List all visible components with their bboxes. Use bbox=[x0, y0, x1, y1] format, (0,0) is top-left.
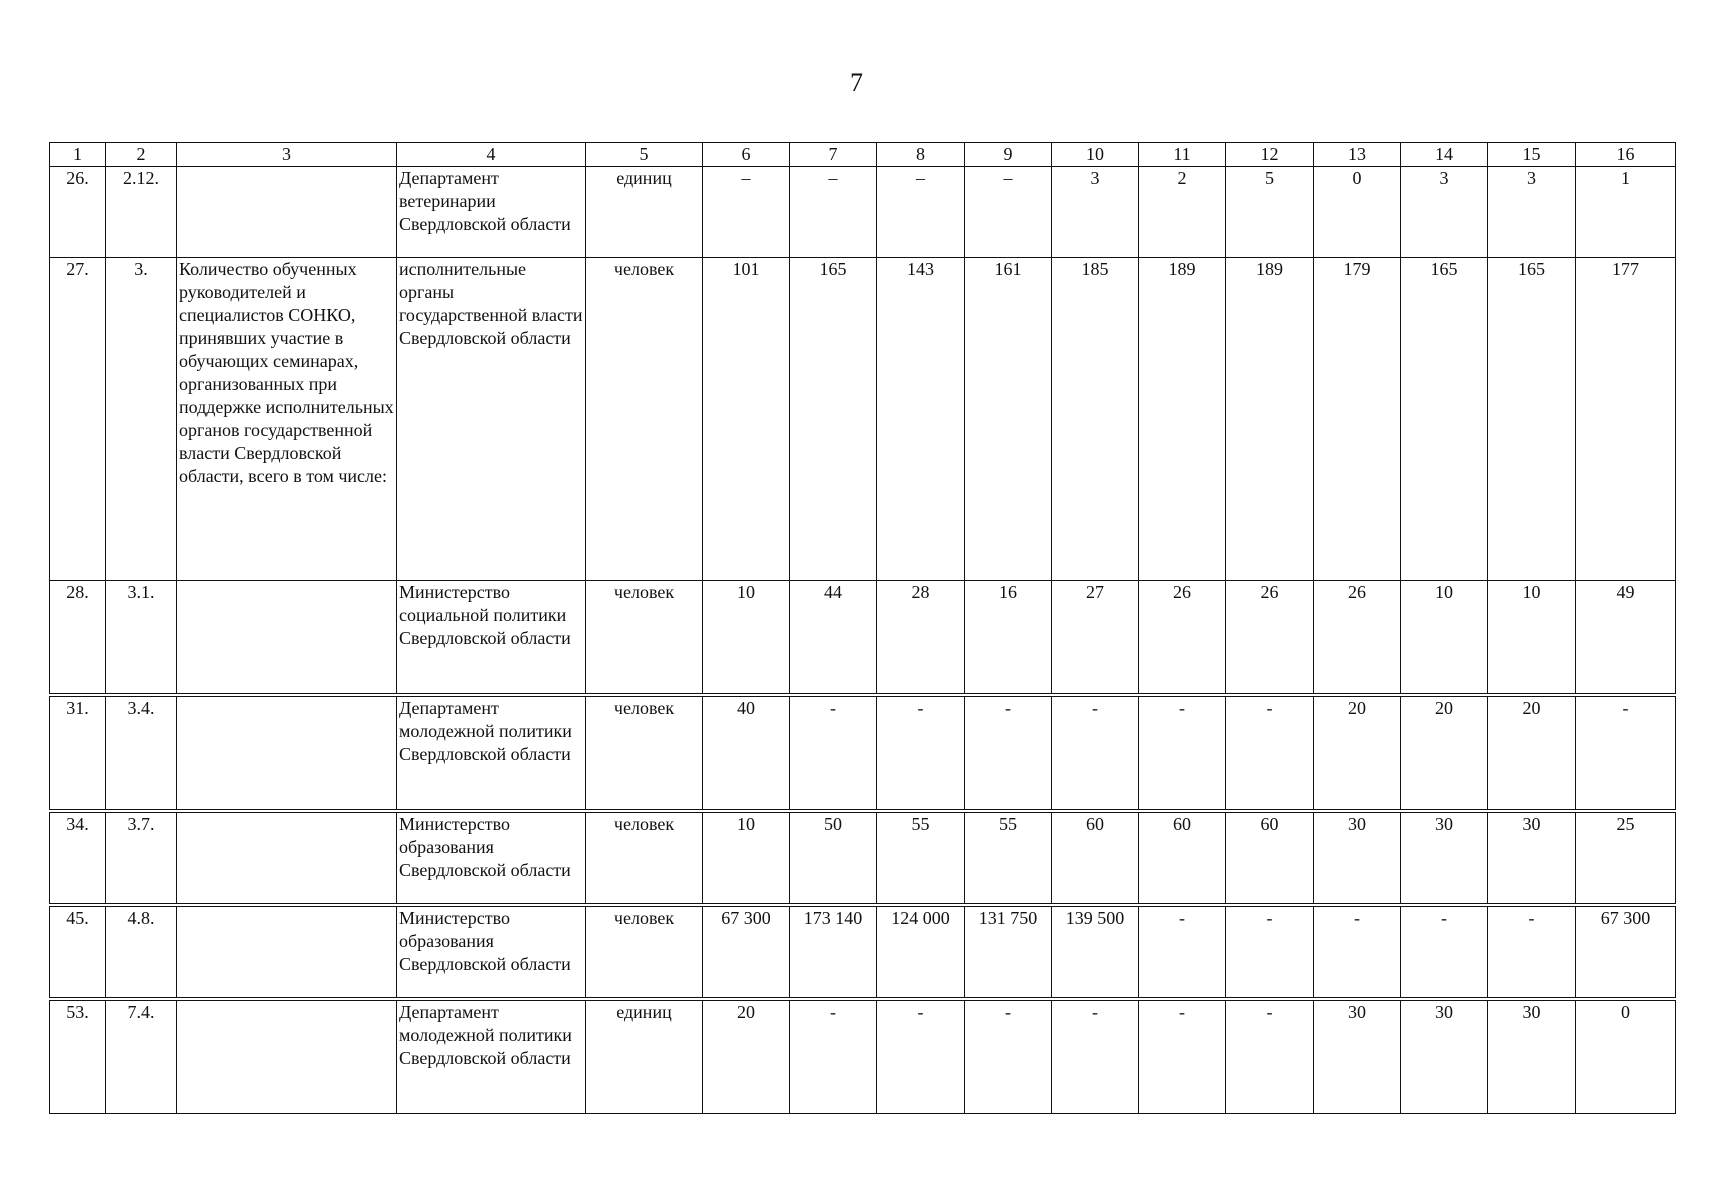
row-value: 165 bbox=[1488, 258, 1576, 581]
row-value: 60 bbox=[1226, 811, 1314, 905]
row-value: 55 bbox=[965, 811, 1052, 905]
col-header: 1 bbox=[50, 143, 106, 167]
row-value: 20 bbox=[1314, 695, 1401, 811]
row-value: – bbox=[877, 167, 965, 258]
col-header: 8 bbox=[877, 143, 965, 167]
row-number: 45. bbox=[50, 905, 106, 999]
row-unit: единиц bbox=[586, 999, 703, 1114]
row-value: 3 bbox=[1052, 167, 1139, 258]
col-header: 7 bbox=[790, 143, 877, 167]
row-body: Департамент молодежной политики Свердловской области bbox=[397, 695, 586, 811]
row-value: 10 bbox=[703, 581, 790, 696]
row-indicator bbox=[177, 581, 397, 696]
row-value: 30 bbox=[1401, 999, 1488, 1114]
col-header: 13 bbox=[1314, 143, 1401, 167]
row-value: 189 bbox=[1139, 258, 1226, 581]
row-value: 2 bbox=[1139, 167, 1226, 258]
row-value: 60 bbox=[1052, 811, 1139, 905]
row-value: 60 bbox=[1139, 811, 1226, 905]
row-value: 30 bbox=[1488, 999, 1576, 1114]
row-code: 2.12. bbox=[106, 167, 177, 258]
row-indicator bbox=[177, 811, 397, 905]
row-number: 34. bbox=[50, 811, 106, 905]
row-value: 20 bbox=[1401, 695, 1488, 811]
row-body: Министерство образования Свердловской области bbox=[397, 905, 586, 999]
row-indicator bbox=[177, 905, 397, 999]
row-value: – bbox=[703, 167, 790, 258]
row-value: 139 500 bbox=[1052, 905, 1139, 999]
row-body: Министерство образования Свердловской области bbox=[397, 811, 586, 905]
row-value: 20 bbox=[1488, 695, 1576, 811]
row-value: 55 bbox=[877, 811, 965, 905]
col-header: 12 bbox=[1226, 143, 1314, 167]
row-unit: человек bbox=[586, 811, 703, 905]
row-number: 26. bbox=[50, 167, 106, 258]
row-code: 3. bbox=[106, 258, 177, 581]
row-value: – bbox=[965, 167, 1052, 258]
row-value: - bbox=[965, 695, 1052, 811]
row-value: 10 bbox=[1401, 581, 1488, 696]
row-value: - bbox=[1401, 905, 1488, 999]
table-row bbox=[50, 167, 1676, 258]
row-value: - bbox=[1139, 905, 1226, 999]
row-value: 30 bbox=[1488, 811, 1576, 905]
table-row bbox=[50, 905, 1676, 999]
row-value: 25 bbox=[1576, 811, 1676, 905]
row-number: 53. bbox=[50, 999, 106, 1114]
col-header: 5 bbox=[586, 143, 703, 167]
row-value: - bbox=[1488, 905, 1576, 999]
row-unit: человек bbox=[586, 695, 703, 811]
col-header: 11 bbox=[1139, 143, 1226, 167]
row-value: 26 bbox=[1314, 581, 1401, 696]
row-value: 0 bbox=[1576, 999, 1676, 1114]
row-value: - bbox=[790, 999, 877, 1114]
row-value: 1 bbox=[1576, 167, 1676, 258]
row-value: 101 bbox=[703, 258, 790, 581]
row-value: 28 bbox=[877, 581, 965, 696]
row-value: - bbox=[1052, 695, 1139, 811]
row-unit: человек bbox=[586, 905, 703, 999]
row-code: 3.4. bbox=[106, 695, 177, 811]
row-value: 5 bbox=[1226, 167, 1314, 258]
row-value: 49 bbox=[1576, 581, 1676, 696]
row-value: - bbox=[1226, 695, 1314, 811]
row-value: 185 bbox=[1052, 258, 1139, 581]
row-value: - bbox=[790, 695, 877, 811]
row-value: 30 bbox=[1314, 999, 1401, 1114]
row-value: 3 bbox=[1401, 167, 1488, 258]
row-value: 26 bbox=[1226, 581, 1314, 696]
row-value: 0 bbox=[1314, 167, 1401, 258]
row-body: Министерство социальной политики Свердловской области bbox=[397, 581, 586, 696]
col-header: 3 bbox=[177, 143, 397, 167]
table-row bbox=[50, 695, 1676, 811]
row-value: 177 bbox=[1576, 258, 1676, 581]
row-value: 20 bbox=[703, 999, 790, 1114]
row-value: – bbox=[790, 167, 877, 258]
row-value: - bbox=[1226, 999, 1314, 1114]
row-value: 131 750 bbox=[965, 905, 1052, 999]
row-indicator: Количество обученных руководителей и специалистов СОНКО, принявших участие в обучающих семинарах, организованных при поддержке исполнительных органов государственной власти Свердловской области, всего в том числе: bbox=[177, 258, 397, 581]
row-value: - bbox=[1139, 999, 1226, 1114]
row-indicator bbox=[177, 167, 397, 258]
row-value: - bbox=[1052, 999, 1139, 1114]
table-row bbox=[50, 999, 1676, 1114]
row-value: 27 bbox=[1052, 581, 1139, 696]
row-value: - bbox=[1314, 905, 1401, 999]
row-value: 50 bbox=[790, 811, 877, 905]
row-value: 165 bbox=[790, 258, 877, 581]
row-value: 30 bbox=[1401, 811, 1488, 905]
row-indicator bbox=[177, 695, 397, 811]
row-value: 67 300 bbox=[703, 905, 790, 999]
row-value: 67 300 bbox=[1576, 905, 1676, 999]
table-row bbox=[50, 258, 1676, 581]
row-value: 26 bbox=[1139, 581, 1226, 696]
col-header: 14 bbox=[1401, 143, 1488, 167]
col-header: 2 bbox=[106, 143, 177, 167]
row-value: 44 bbox=[790, 581, 877, 696]
table-row bbox=[50, 581, 1676, 696]
row-value: 189 bbox=[1226, 258, 1314, 581]
col-header: 10 bbox=[1052, 143, 1139, 167]
row-value: 10 bbox=[1488, 581, 1576, 696]
row-unit: единиц bbox=[586, 167, 703, 258]
row-value: 161 bbox=[965, 258, 1052, 581]
col-header: 16 bbox=[1576, 143, 1676, 167]
row-code: 7.4. bbox=[106, 999, 177, 1114]
row-value: 173 140 bbox=[790, 905, 877, 999]
row-value: 179 bbox=[1314, 258, 1401, 581]
row-number: 28. bbox=[50, 581, 106, 696]
indicator-table-container bbox=[49, 142, 1675, 1114]
col-header: 4 bbox=[397, 143, 586, 167]
row-code: 4.8. bbox=[106, 905, 177, 999]
row-number: 31. bbox=[50, 695, 106, 811]
row-value: - bbox=[1576, 695, 1676, 811]
row-unit: человек bbox=[586, 258, 703, 581]
row-code: 3.1. bbox=[106, 581, 177, 696]
row-value: 40 bbox=[703, 695, 790, 811]
column-number-row bbox=[50, 143, 1676, 167]
page-number: 7 bbox=[850, 68, 863, 97]
row-value: - bbox=[877, 695, 965, 811]
row-code: 3.7. bbox=[106, 811, 177, 905]
row-value: - bbox=[965, 999, 1052, 1114]
indicator-table bbox=[49, 142, 1676, 1114]
col-header: 6 bbox=[703, 143, 790, 167]
row-body: исполнительные органы государственной власти Свердловской области bbox=[397, 258, 586, 581]
row-unit: человек bbox=[586, 581, 703, 696]
row-value: 10 bbox=[703, 811, 790, 905]
row-value: 16 bbox=[965, 581, 1052, 696]
row-body: Департамент молодежной политики Свердловской области bbox=[397, 999, 586, 1114]
row-value: - bbox=[1226, 905, 1314, 999]
row-value: - bbox=[1139, 695, 1226, 811]
row-value: 143 bbox=[877, 258, 965, 581]
col-header: 15 bbox=[1488, 143, 1576, 167]
row-value: 30 bbox=[1314, 811, 1401, 905]
row-indicator bbox=[177, 999, 397, 1114]
row-value: 124 000 bbox=[877, 905, 965, 999]
row-body: Департамент ветеринарии Свердловской области bbox=[397, 167, 586, 258]
col-header: 9 bbox=[965, 143, 1052, 167]
table-row bbox=[50, 811, 1676, 905]
row-value: - bbox=[877, 999, 965, 1114]
row-value: 165 bbox=[1401, 258, 1488, 581]
row-number: 27. bbox=[50, 258, 106, 581]
row-value: 3 bbox=[1488, 167, 1576, 258]
